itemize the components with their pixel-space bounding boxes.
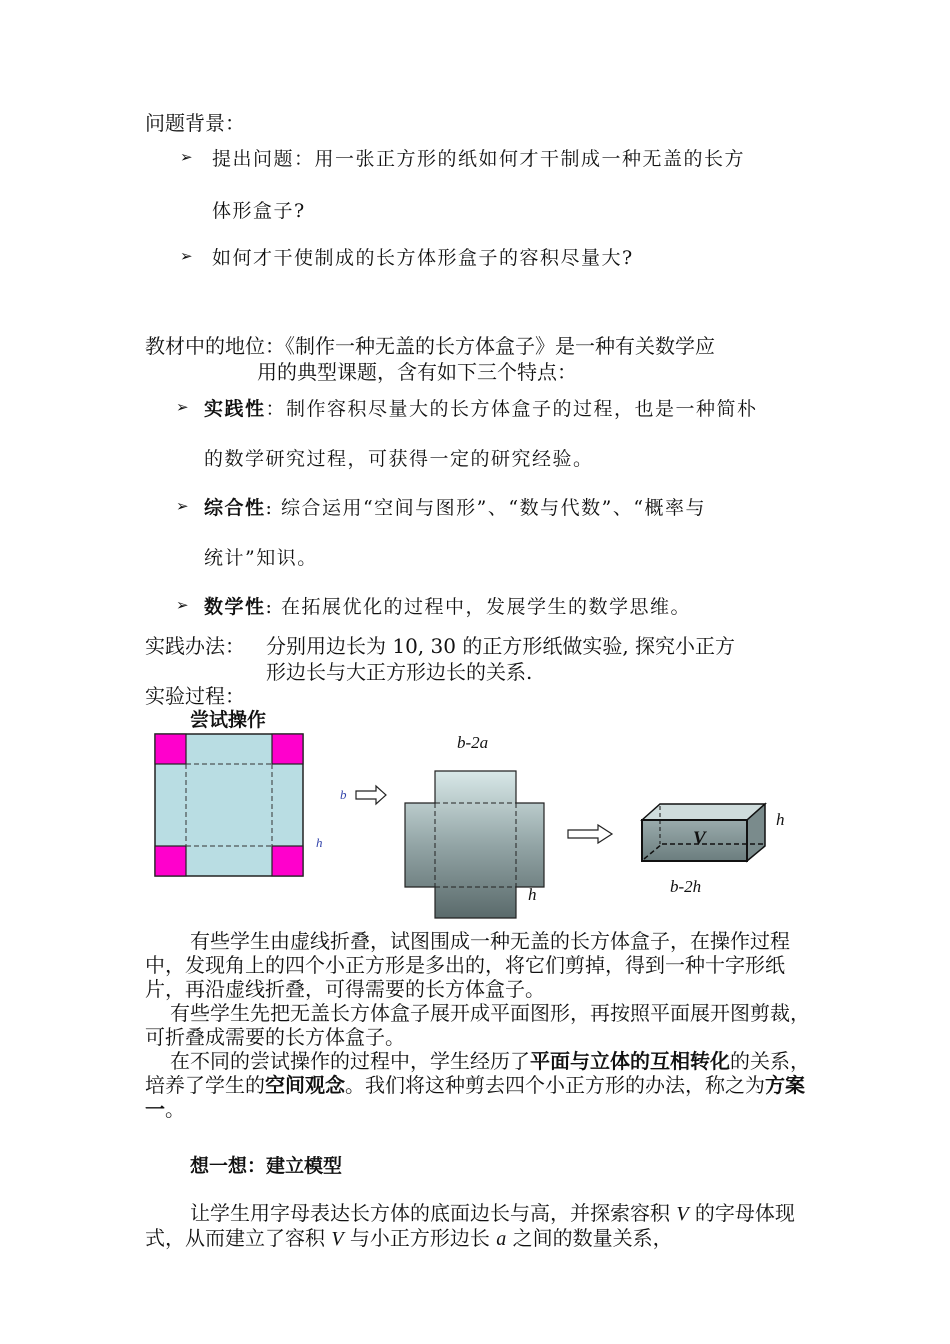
feature-sep: : bbox=[265, 596, 274, 618]
method-label: 实践办法： bbox=[145, 634, 245, 658]
variable: a bbox=[496, 1228, 507, 1250]
section-title-background: 问题背景： bbox=[145, 111, 245, 135]
emphasis: 空间观念 bbox=[265, 1073, 345, 1097]
paper-square bbox=[155, 734, 303, 876]
paragraph: 有些学生先把无盖长方体盒子展开成平面图形，再按照平面展开图剪裁，可折叠成需要的长方体盒子。 bbox=[145, 1001, 810, 1049]
paragraph bbox=[145, 1201, 810, 1251]
feature-sep: : bbox=[265, 497, 274, 519]
text-run: 在不同的尝试操作的过程中，学生经历了 bbox=[170, 1049, 530, 1073]
status-line: 用的典型课题，含有如下三个特点： bbox=[257, 360, 577, 384]
label-V: V bbox=[693, 828, 706, 849]
feature-term: 数学性 bbox=[204, 596, 266, 618]
text-run: 之间的数量关系， bbox=[506, 1226, 673, 1250]
method-text: 分别用边长为 10, 30 的正方形纸做实验, 探究小正方 bbox=[266, 634, 736, 658]
feature-term: 实践性 bbox=[204, 398, 266, 420]
emphasis: 方案一 bbox=[145, 1073, 805, 1121]
text-run: 的字母体现式，从而建立了容积 bbox=[145, 1201, 795, 1250]
status-line: 教材中的地位：《制作一种无盖的长方体盒子》是一种有关数学应 bbox=[145, 334, 715, 358]
feature-text: 综合运用“空间与图形”、“数与代数”、“概率与 bbox=[280, 497, 707, 519]
label-h-box: h bbox=[776, 810, 785, 829]
bullet-arrow-icon: ➢ bbox=[176, 398, 189, 416]
feature-text: 制作容积尽量大的长方体盒子的过程，也是一种简朴 bbox=[286, 398, 758, 420]
bullet-arrow-icon: ➢ bbox=[180, 247, 193, 265]
feature-line bbox=[204, 493, 706, 520]
box-construction-diagram bbox=[140, 722, 820, 927]
label-b-2a: b-2a bbox=[457, 733, 489, 752]
bullet-text: 提出问题：用一张正方形的纸如何才干制成一种无盖的长方 bbox=[212, 148, 746, 170]
corner-square bbox=[272, 734, 303, 764]
bullet-arrow-icon: ➢ bbox=[176, 497, 189, 515]
feature-line bbox=[204, 394, 758, 421]
label-b: b bbox=[340, 787, 347, 802]
diagram-title: 尝试操作 bbox=[190, 709, 267, 731]
cross-net bbox=[405, 771, 544, 918]
text-run: 的关系，培养了学生的 bbox=[145, 1049, 810, 1097]
bullet-text: 如何才干使制成的长方体形盒子的容积尽量大? bbox=[212, 247, 634, 269]
paragraph bbox=[145, 1049, 810, 1121]
text-run: 。 bbox=[165, 1097, 185, 1121]
text-run: 让学生用字母表达长方体的底面边长与高，并探索容积 bbox=[190, 1201, 677, 1225]
arrow-right-icon bbox=[356, 786, 386, 804]
corner-square bbox=[155, 734, 186, 764]
bullet-arrow-icon: ➢ bbox=[176, 596, 189, 614]
emphasis: 平面与立体的互相转化 bbox=[530, 1049, 730, 1073]
feature-text: 的数学研究过程，可获得一定的研究经验。 bbox=[204, 448, 594, 470]
feature-text: 在拓展优化的过程中，发展学生的数学思维。 bbox=[280, 596, 691, 618]
model-title: 想一想：建立模型 bbox=[190, 1155, 343, 1177]
label-h: h bbox=[528, 885, 537, 904]
process-label: 实验过程： bbox=[145, 684, 245, 708]
method-text: 形边长与大正方形边长的关系. bbox=[266, 660, 533, 684]
text-run: 。我们将这种剪去四个小正方形的办法，称之为 bbox=[345, 1073, 765, 1097]
label-h: h bbox=[316, 835, 323, 850]
feature-sep: ： bbox=[265, 398, 287, 420]
corner-square bbox=[155, 846, 186, 876]
feature-text: 统计”知识。 bbox=[204, 547, 318, 569]
bullet-text: 体形盒子? bbox=[212, 200, 306, 222]
corner-square bbox=[272, 846, 303, 876]
text-run: 与小正方形边长 bbox=[343, 1226, 497, 1250]
variable: V bbox=[676, 1203, 689, 1225]
arrow-right-icon bbox=[568, 825, 612, 843]
feature-line bbox=[204, 592, 691, 619]
label-b-2h: b-2h bbox=[670, 877, 702, 896]
paragraph: 有些学生由虚线折叠，试图围成一种无盖的长方体盒子，在操作过程中，发现角上的四个小正方形是多出的，将它们剪掉，得到一种十字形纸片，再沿虚线折叠，可得需要的长方体盒子。 bbox=[145, 929, 790, 1001]
paragraph-group bbox=[145, 1201, 810, 1251]
feature-term: 综合性 bbox=[204, 497, 266, 519]
bullet-arrow-icon: ➢ bbox=[180, 148, 193, 166]
variable: V bbox=[331, 1228, 344, 1250]
paragraph-group bbox=[145, 929, 810, 1121]
